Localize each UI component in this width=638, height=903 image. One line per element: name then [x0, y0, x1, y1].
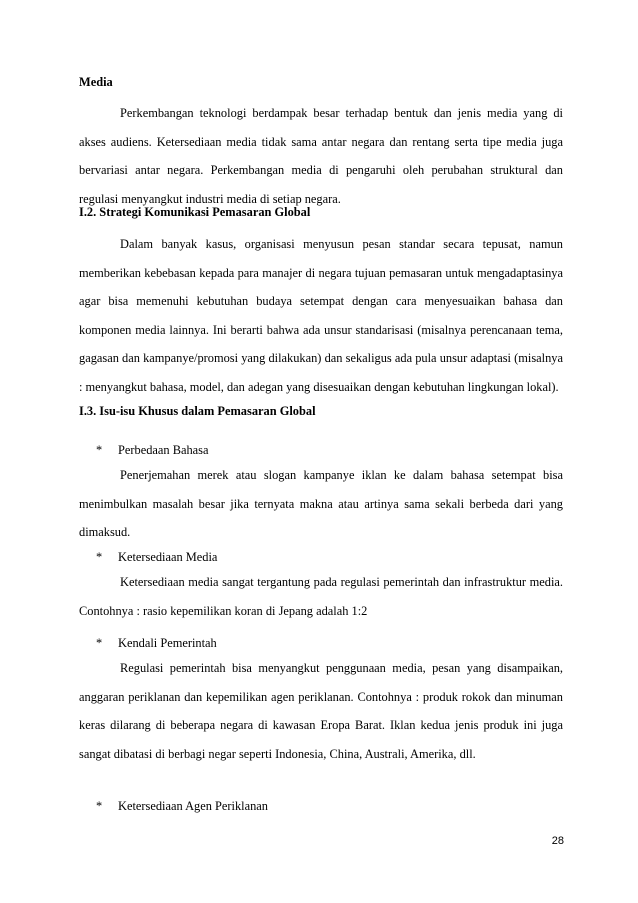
- heading-isu-isu: I.3. Isu-isu Khusus dalam Pemasaran Global: [79, 404, 316, 418]
- bullet-mark: *: [96, 550, 103, 564]
- paragraph-perbedaan-bahasa: Penerjemahan merek atau slogan kampanye iklan ke dalam bahasa setempat bisa menimbulkan masalah besar jika ternyata makna atau artinya sama sekali berbeda dari yang dimaksud.: [79, 468, 563, 539]
- bullet-mark: *: [96, 636, 103, 650]
- page-number: 28: [551, 835, 564, 847]
- bullet-ketersediaan-media: [96, 550, 217, 565]
- paragraph-kendali-pemerintah: Regulasi pemerintah bisa menyangkut penggunaan media, pesan yang disampaikan, anggaran periklanan dan kepemilikan agen periklanan. Contohnya : produk rokok dan minuman keras dilarang di beberapa negara di kawasan Eropa Barat. Iklan kedua jenis produk ini juga sangat dibatasi di berbagi negar seperti Indonesia, China, Australi, Amerika, dll.: [79, 661, 563, 761]
- bullet-mark: *: [96, 443, 103, 457]
- heading-strategi: I.2. Strategi Komunikasi Pemasaran Global: [79, 205, 311, 219]
- paragraph-media: Perkembangan teknologi berdampak besar terhadap bentuk dan jenis media yang di akses audiens. Ketersediaan media tidak sama antar negara dan rentang serta tipe media juga bervariasi antar negara. Perkembangan media di pengaruhi oleh perubahan struktural dan regulasi menyangkut industri media di setiap negara.: [79, 106, 563, 206]
- paragraph-ketersediaan-media: Ketersediaan media sangat tergantung pada regulasi pemerintah dan infrastruktur media. Contohnya : rasio kepemilikan koran di Jepang adalah 1:2: [79, 575, 563, 618]
- bullet-label: Kendali Pemerintah: [118, 636, 217, 650]
- bullet-kendali-pemerintah: [96, 636, 217, 651]
- heading-media: Media: [79, 75, 113, 89]
- bullet-label: Ketersediaan Media: [118, 550, 218, 564]
- bullet-label: Perbedaan Bahasa: [118, 443, 209, 457]
- paragraph-strategi: Dalam banyak kasus, organisasi menyusun pesan standar secara tepusat, namun memberikan kebebasan kepada para manajer di negara tujuan pemasaran untuk mengadaptasinya agar bisa memenuhi kebutuhan budaya setempat dengan cara menyesuaikan bahasa dan komponen media lainnya. Ini berarti bahwa ada unsur standarisasi (misalnya perencanaan tema, gagasan dan kampanye/promosi yang dilakukan) dan sekaligus ada pula unsur adaptasi (misalnya : menyangkut bahasa, model, dan adegan yang disesuaikan dengan kebutuhan lingkungan lokal).: [79, 237, 563, 394]
- bullet-label: Ketersediaan Agen Periklanan: [118, 799, 269, 813]
- bullet-ketersediaan-agen: [96, 799, 268, 814]
- bullet-perbedaan-bahasa: [96, 443, 208, 458]
- bullet-mark: *: [96, 799, 103, 813]
